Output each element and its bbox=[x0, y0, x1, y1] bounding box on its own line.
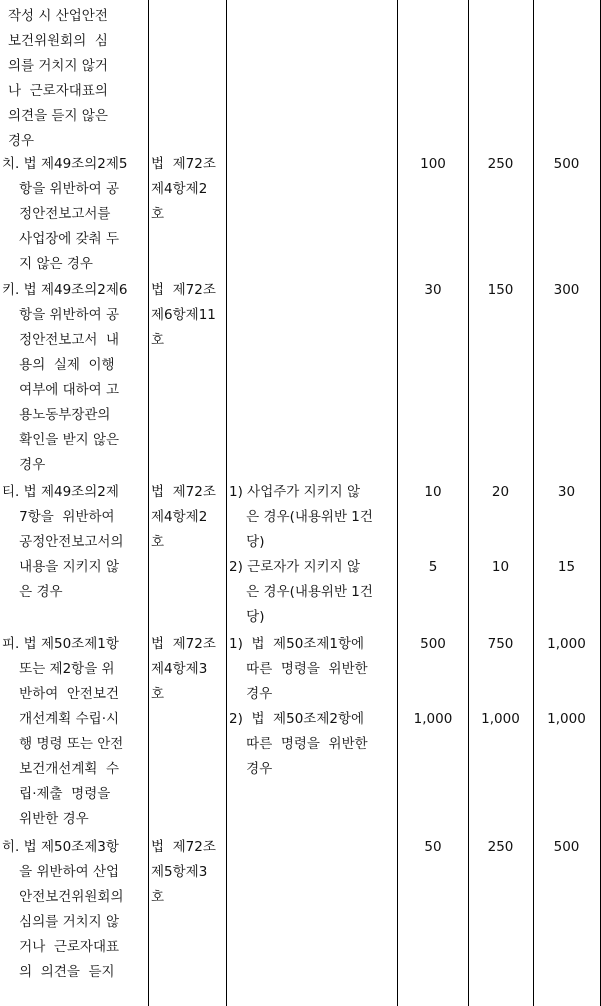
fine-first: 30 bbox=[424, 282, 442, 298]
law-line: 법 제72조 bbox=[151, 282, 216, 298]
law-line: 제5항제3 bbox=[151, 864, 208, 880]
law-line: 호 bbox=[151, 534, 165, 550]
violation-line: 개선계획 수립·시 bbox=[2, 711, 120, 727]
fine-second: 250 bbox=[487, 839, 514, 855]
violation-line: 정안전보고서 내 bbox=[2, 332, 120, 348]
violation-line: 피. 법 제50조제1항 bbox=[2, 636, 119, 652]
detail-line: 따른 명령을 위반한 bbox=[229, 736, 368, 752]
violation-line: 작성 시 산업안전 bbox=[8, 8, 108, 24]
violation-line: 정안전보고서를 bbox=[2, 206, 111, 222]
law-line: 호 bbox=[151, 332, 165, 348]
law-line: 법 제72조 bbox=[151, 484, 216, 500]
violation-line: 을 위반하여 산업 bbox=[2, 864, 120, 880]
violation-line: 치. 법 제49조의2제5 bbox=[2, 156, 128, 172]
law-line: 호 bbox=[151, 889, 165, 905]
detail-line: 은 경우(내용위반 1건 bbox=[229, 509, 373, 525]
fine-first: 1,000 bbox=[413, 711, 453, 727]
detail-line: 따른 명령을 위반한 bbox=[229, 661, 368, 677]
fine-first: 5 bbox=[428, 559, 438, 575]
violation-line: 히. 법 제50조제3항 bbox=[2, 839, 119, 855]
law-line: 호 bbox=[151, 686, 165, 702]
fine-third: 500 bbox=[553, 156, 580, 172]
law-line: 법 제72조 bbox=[151, 636, 216, 652]
violation-line: 사업장에 갖춰 두 bbox=[2, 231, 120, 247]
law-line: 호 bbox=[151, 206, 165, 222]
column-divider-law bbox=[226, 0, 227, 1006]
violation-line: 경우 bbox=[2, 457, 46, 473]
violation-line: 용노동부장관의 bbox=[2, 407, 111, 423]
fine-third: 30 bbox=[557, 484, 576, 500]
violation-line: 심의를 거치지 않 bbox=[2, 914, 120, 930]
detail-line: 2) 법 제50조제2항에 bbox=[229, 711, 365, 727]
violation-line: 행 명령 또는 안전 bbox=[2, 736, 124, 752]
violation-line: 티. 법 제49조의2제 bbox=[2, 484, 119, 500]
violation-line: 지 않은 경우 bbox=[2, 256, 93, 272]
violation-line: 7항을 위반하여 bbox=[2, 509, 115, 525]
fine-third: 500 bbox=[553, 839, 580, 855]
violation-line: 키. 법 제49조의2제6 bbox=[2, 282, 128, 298]
fine-third: 1,000 bbox=[547, 636, 586, 652]
law-line: 제6항제11 bbox=[151, 307, 216, 323]
violation-line: 확인을 받지 않은 bbox=[2, 432, 120, 448]
fine-third: 1,000 bbox=[547, 711, 586, 727]
fine-second: 20 bbox=[491, 484, 510, 500]
violation-line: 항을 위반하여 공 bbox=[2, 307, 120, 323]
detail-line: 2) 근로자가 지키지 않 bbox=[229, 559, 361, 575]
violation-line: 보건개선계획 수 bbox=[2, 761, 120, 777]
violation-line: 의를 거치지 않거 bbox=[8, 58, 108, 74]
violation-line: 여부에 대하여 고 bbox=[2, 382, 120, 398]
fine-first: 100 bbox=[420, 156, 446, 172]
violation-line: 반하여 안전보건 bbox=[2, 686, 120, 702]
violation-line: 공정안전보고서의 bbox=[2, 534, 124, 550]
violation-line: 안전보건위원회의 bbox=[2, 889, 124, 905]
fine-second: 150 bbox=[487, 282, 514, 298]
fine-second: 10 bbox=[491, 559, 510, 575]
violation-line: 항을 위반하여 공 bbox=[2, 181, 120, 197]
law-line: 제4항제3 bbox=[151, 661, 208, 677]
detail-line: 1) 사업주가 지키지 않 bbox=[229, 484, 361, 500]
violation-line: 의 의견을 듣지 bbox=[2, 964, 115, 980]
violation-line: 의견을 듣지 않은 bbox=[8, 108, 108, 124]
violation-line: 경우 bbox=[8, 133, 35, 149]
violation-line: 보건위원회의 심 bbox=[8, 33, 108, 49]
violation-line: 립·제출 명령을 bbox=[2, 786, 111, 802]
law-line: 제4항제2 bbox=[151, 181, 208, 197]
fine-first: 50 bbox=[424, 839, 442, 855]
fine-second: 750 bbox=[487, 636, 514, 652]
fine-first: 500 bbox=[420, 636, 446, 652]
detail-line: 경우 bbox=[229, 686, 273, 702]
detail-line: 1) 법 제50조제1항에 bbox=[229, 636, 365, 652]
law-line: 법 제72조 bbox=[151, 156, 216, 172]
detail-line: 은 경우(내용위반 1건 bbox=[229, 584, 373, 600]
fine-second: 250 bbox=[487, 156, 514, 172]
column-divider-violation bbox=[148, 0, 149, 1006]
violation-line: 위반한 경우 bbox=[2, 811, 89, 827]
fine-third: 300 bbox=[553, 282, 580, 298]
violation-line: 또는 제2항을 위 bbox=[2, 661, 115, 677]
fine-first: 10 bbox=[424, 484, 442, 500]
law-line: 제4항제2 bbox=[151, 509, 208, 525]
violation-line: 나 근로자대표의 bbox=[8, 83, 108, 99]
fine-third: 15 bbox=[557, 559, 576, 575]
law-line: 법 제72조 bbox=[151, 839, 216, 855]
detail-line: 당) bbox=[229, 534, 265, 550]
violation-line: 은 경우 bbox=[2, 584, 63, 600]
fine-second: 1,000 bbox=[481, 711, 520, 727]
detail-line: 경우 bbox=[229, 761, 273, 777]
violation-line: 용의 실제 이행 bbox=[2, 357, 115, 373]
violation-line: 거나 근로자대표 bbox=[2, 939, 120, 955]
violation-line: 내용을 지키지 않 bbox=[2, 559, 120, 575]
detail-line: 당) bbox=[229, 609, 265, 625]
